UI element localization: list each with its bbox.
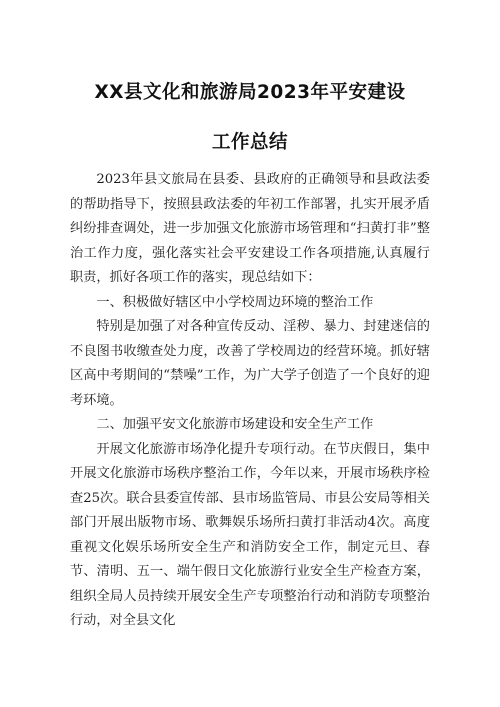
- document-title-line-1: XX县文化和旅游局2023年平安建设: [94, 82, 406, 103]
- section-1-heading: 一、积极做好辖区中小学校周边环境的整治工作: [96, 294, 374, 310]
- intro-paragraph: 2023年县文旅局在县委、县政府的正确领导和县政法委的帮助指导下，按照县政法委的年初工作部署，扎实开展矛盾纠纷排查调处，进一步加强文化旅游市场管理和“扫黄打非”整治工作力度，强化落实社会平安建设工作各项措施,认真履行职责，抓好各项工作的落实，现总结如下：: [70, 172, 430, 285]
- document-body: [70, 168, 430, 634]
- document-title-line-2: 工作总结: [211, 132, 288, 153]
- section-1-paragraph: 特别是加强了对各种宣传反动、淫秽、暴力、封建迷信的不良图书收缴查处力度，改善了学校周边的经营环境。抓好辖区高中考期间的“禁噪”工作，为广大学子创造了一个良好的迎考环境。: [70, 319, 430, 408]
- section-2-paragraph: 开展文化旅游市场净化提升专项行动。在节庆假日，集中开展文化旅游市场秩序整治工作，今年以来，开展市场秩序检查25次。联合县委宣传部、县市场监管局、市县公安局等相关部门开展出版物市场、歌舞娱乐场所扫黄打非活动4次。高度重视文化娱乐场所安全生产和消防安全工作，制定元旦、春节、清明、五一、端午假日文化旅游行业安全生产检查方案，组织全局人员持续开展安全生产专项整治行动和消防专项整治行动，对全县文化: [70, 441, 430, 628]
- section-2-heading: 二、加强平安文化旅游市场建设和安全生产工作: [96, 417, 374, 432]
